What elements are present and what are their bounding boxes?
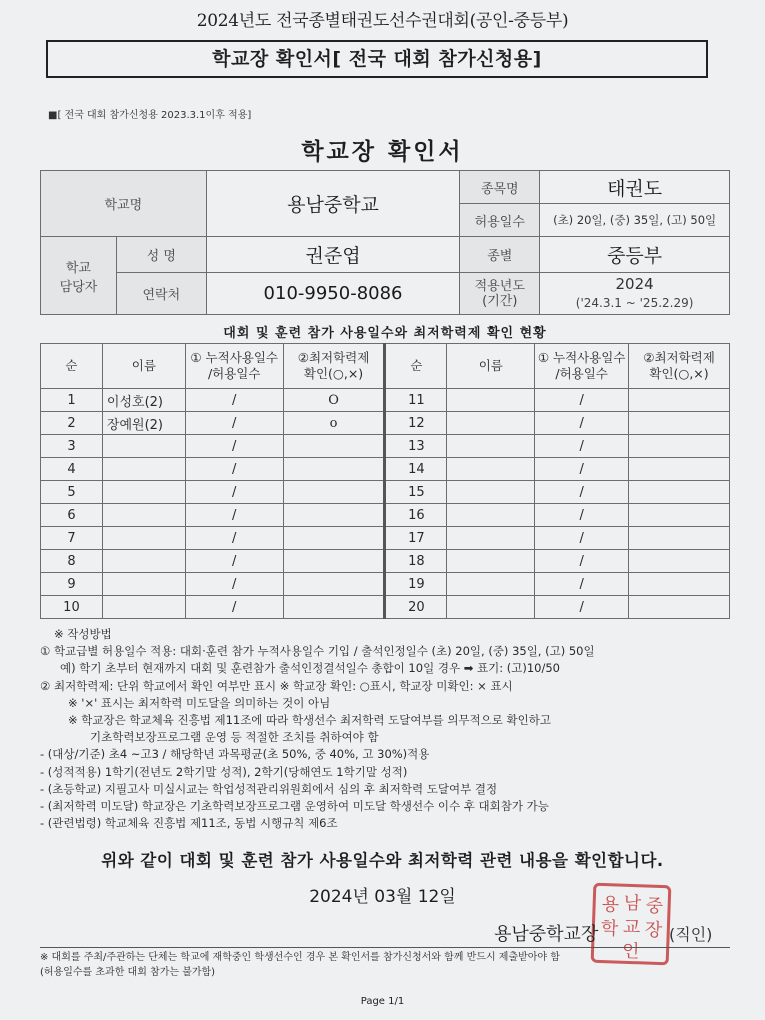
name-value: 권준엽 <box>206 237 460 273</box>
table-row <box>41 481 730 504</box>
row-num-right: 11 <box>385 389 447 412</box>
document-heading-box: 학교장 확인서[ 전국 대회 참가신청용] <box>46 40 708 78</box>
row-days-right: / <box>535 527 629 550</box>
header-days <box>185 344 283 389</box>
row-num: 3 <box>41 435 103 458</box>
row-days-right: / <box>535 550 629 573</box>
note-1b: 예) 학기 초부터 현재까지 대회 및 훈련참가 출석인정결석일수 총합이 10일 경우 ➡ 표기: (고)10/50 <box>60 661 560 676</box>
issue-date: 2024년 03월 12일 <box>309 887 456 907</box>
row-name <box>102 573 185 596</box>
header-days-right-line2: /허용일수 <box>555 366 608 381</box>
header-grade-right-line1: ②최저학력제 <box>643 350 715 365</box>
row-num: 4 <box>41 458 103 481</box>
row-grade-right <box>629 596 730 619</box>
row-num-right: 18 <box>385 550 447 573</box>
table-row <box>41 573 730 596</box>
row-num: 6 <box>41 504 103 527</box>
year-cell <box>540 273 730 315</box>
row-days: / <box>185 435 283 458</box>
row-name <box>102 596 185 619</box>
allowed-days-value: (초) 20일, (중) 35일, (고) 50일 <box>540 204 730 237</box>
school-value: 용남중학교 <box>206 171 460 237</box>
year-label-line2: (기간) <box>482 293 518 309</box>
row-days: / <box>185 412 283 435</box>
usage-table <box>40 343 730 619</box>
row-num: 10 <box>41 596 103 619</box>
header-grade-right-line2: 확인(○,×) <box>649 366 709 381</box>
manager-label-line2: 담당자 <box>59 279 98 295</box>
row-days: / <box>185 458 283 481</box>
row-name-right <box>447 550 535 573</box>
usage-note: ■[ 전국 대회 참가신청용 2023.3.1이후 적용] <box>48 110 252 121</box>
row-name-right <box>447 504 535 527</box>
note-2c: ※ 학교장은 학교체육 진흥법 제11조에 따라 학생선수 최저학력 도달여부를 의무적으로 확인하고 <box>68 713 551 728</box>
row-grade: o <box>283 412 385 435</box>
row-num: 9 <box>41 573 103 596</box>
row-name <box>102 481 185 504</box>
row-num: 7 <box>41 527 103 550</box>
row-num-right: 19 <box>385 573 447 596</box>
table-row <box>41 412 730 435</box>
year-label <box>460 273 540 315</box>
school-label: 학교명 <box>41 171 207 237</box>
row-name <box>102 504 185 527</box>
row-grade-right <box>629 573 730 596</box>
row-name: 장예원(2) <box>102 412 185 435</box>
law-line-4: - (최저학력 미도달) 학교장은 기초학력보장프로그램 운영하여 미도달 학생선수 이수 후 대회참가 가능 <box>40 799 549 814</box>
table-row <box>41 458 730 481</box>
row-grade <box>283 550 385 573</box>
law-line-1: - (대상/기준) 초4 ~고3 / 해당학년 과목평균(초 50%, 중 40%, 고 30%)적용 <box>40 747 430 762</box>
sport-value: 태권도 <box>540 171 730 204</box>
row-name-right <box>447 596 535 619</box>
row-days: / <box>185 389 283 412</box>
note-2d: 기초학력보장프로그램 운영 등 적절한 조치를 취하여야 함 <box>90 730 379 745</box>
note-1: ① 학교급별 허용일수 적용: 대회·훈련 참가 누적사용일수 기입 / 출석인정일수 (초) 20일, (중) 35일, (고) 50일 <box>40 644 595 659</box>
row-grade <box>283 504 385 527</box>
header-grade <box>283 344 385 389</box>
year-label-line1: 적용년도 <box>474 278 525 294</box>
table-row <box>41 435 730 458</box>
row-name <box>102 458 185 481</box>
row-days-right: / <box>535 435 629 458</box>
row-days-right: / <box>535 504 629 527</box>
row-name-right <box>447 458 535 481</box>
row-num: 5 <box>41 481 103 504</box>
table-row <box>41 504 730 527</box>
row-num-right: 15 <box>385 481 447 504</box>
doc-title: 학교장 확인서 <box>301 139 464 165</box>
manager-label <box>41 237 117 315</box>
row-num: 1 <box>41 389 103 412</box>
header-name-right: 이름 <box>447 344 535 389</box>
page-number: Page 1/1 <box>360 996 405 1007</box>
row-num-right: 14 <box>385 458 447 481</box>
header-days-line1: ① 누적사용일수 <box>190 350 279 365</box>
row-num-right: 13 <box>385 435 447 458</box>
row-num-right: 16 <box>385 504 447 527</box>
row-grade-right <box>629 435 730 458</box>
row-name <box>102 527 185 550</box>
header-name: 이름 <box>102 344 185 389</box>
division-label: 종별 <box>460 237 540 273</box>
row-name-right <box>447 481 535 504</box>
row-grade-right <box>629 458 730 481</box>
footnote-line-2: (허용일수를 초과한 대회 참가는 불가함) <box>40 967 216 978</box>
header-num-right: 순 <box>385 344 447 389</box>
law-line-5: - (관련법령) 학교체육 진흥법 제11조, 동법 시행규칙 제6조 <box>40 816 338 831</box>
row-grade-right <box>629 481 730 504</box>
table-row <box>41 389 730 412</box>
row-days-right: / <box>535 481 629 504</box>
manager-label-line1: 학교 <box>65 260 91 276</box>
period-value: ('24.3.1 ~ '25.2.29) <box>575 295 694 310</box>
row-days: / <box>185 550 283 573</box>
table-row <box>41 550 730 573</box>
row-name <box>102 550 185 573</box>
row-grade-right <box>629 389 730 412</box>
row-num: 8 <box>41 550 103 573</box>
header-days-right-line1: ① 누적사용일수 <box>537 350 626 365</box>
row-days: / <box>185 596 283 619</box>
row-grade <box>283 435 385 458</box>
note-2b: ※ '×' 표시는 최저학력 미도달을 의미하는 것이 아님 <box>68 695 331 710</box>
table-row <box>41 596 730 619</box>
contact-label: 연락처 <box>116 273 206 315</box>
row-grade-right <box>629 527 730 550</box>
school-info-table <box>40 170 730 315</box>
row-days-right: / <box>535 596 629 619</box>
event-header: 2024년도 전국종별태권도선수권대회(공인-중등부) <box>196 11 569 31</box>
row-name-right <box>447 435 535 458</box>
row-num-right: 17 <box>385 527 447 550</box>
footnote <box>40 947 730 980</box>
row-name-right <box>447 412 535 435</box>
row-name-right <box>447 389 535 412</box>
allowed-days-label: 허용일수 <box>460 204 540 237</box>
row-num: 2 <box>41 412 103 435</box>
header-grade-right <box>629 344 730 389</box>
row-grade-right <box>629 504 730 527</box>
header-num: 순 <box>41 344 103 389</box>
row-grade <box>283 596 385 619</box>
row-name-right <box>447 573 535 596</box>
footnote-line-1: ※ 대회를 주최/주관하는 단체는 학교에 재학중인 학생선수인 경우 본 확인서를 참가신청서와 함께 반드시 제출받아야 함 <box>40 952 560 963</box>
name-label: 성 명 <box>116 237 206 273</box>
seal-label: (직인) <box>669 925 713 944</box>
section-title: 대회 및 훈련 참가 사용일수와 최저학력제 확인 현황 <box>223 326 547 341</box>
row-days: / <box>185 573 283 596</box>
header-grade-line1: ②최저학력제 <box>297 350 370 365</box>
row-days: / <box>185 527 283 550</box>
law-line-2: - (성적적용) 1학기(전년도 2학기말 성적), 2학기(당해연도 1학기말 성적) <box>40 764 408 779</box>
row-days: / <box>185 504 283 527</box>
sport-label: 종목명 <box>460 171 540 204</box>
header-days-line2: /허용일수 <box>207 366 261 381</box>
notes-heading: ※ 작성방법 <box>54 627 112 641</box>
row-num-right: 12 <box>385 412 447 435</box>
table-row <box>41 527 730 550</box>
contact-value: 010-9950-8086 <box>206 273 460 315</box>
row-days-right: / <box>535 458 629 481</box>
row-days-right: / <box>535 573 629 596</box>
division-value: 중등부 <box>540 237 730 273</box>
row-grade-right <box>629 412 730 435</box>
row-grade: O <box>283 389 385 412</box>
header-days-right <box>535 344 629 389</box>
principal-signature: 용남중학교장 <box>494 924 599 945</box>
official-seal-stamp: 용 남 중 학 교 장 인 <box>591 883 672 966</box>
row-days-right: / <box>535 412 629 435</box>
row-name-right <box>447 527 535 550</box>
row-num-right: 20 <box>385 596 447 619</box>
row-grade <box>283 458 385 481</box>
confirmation-statement: 위와 같이 대회 및 훈련 참가 사용일수와 최저학력 관련 내용을 확인합니다. <box>101 851 664 870</box>
row-name <box>102 435 185 458</box>
law-line-3: - (초등학교) 지필고사 미실시교는 학업성적관리위원회에서 심의 후 최저학력 도달여부 결정 <box>40 781 498 796</box>
row-days-right: / <box>535 389 629 412</box>
row-name: 이성호(2) <box>102 389 185 412</box>
row-grade-right <box>629 550 730 573</box>
row-days: / <box>185 481 283 504</box>
year-value: 2024 <box>615 274 654 293</box>
note-2: ② 최저학력제: 단위 학교에서 확인 여부만 표시 ※ 학교장 확인: ○표시, 학교장 미확인: × 표시 <box>40 678 513 693</box>
row-grade <box>283 481 385 504</box>
header-grade-line2: 확인(○,×) <box>303 366 364 381</box>
instructions <box>40 626 740 832</box>
row-grade <box>283 573 385 596</box>
row-grade <box>283 527 385 550</box>
